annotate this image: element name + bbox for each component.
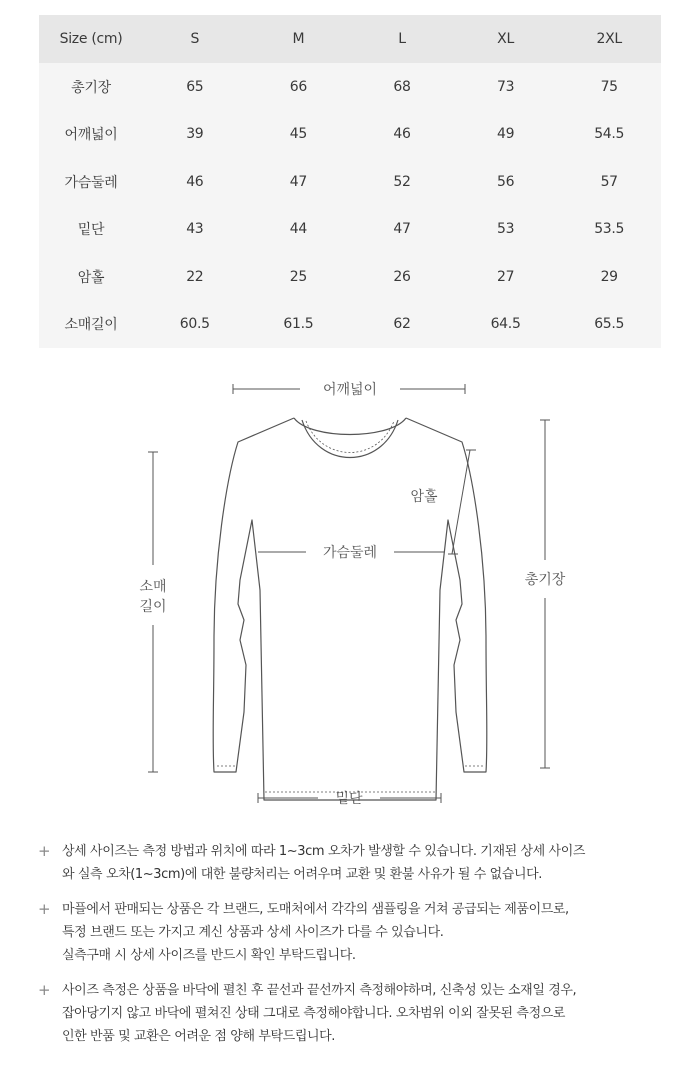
plus-icon: +: [38, 981, 51, 999]
header-size-label: Size (cm): [59, 31, 123, 47]
table-cell: 47: [289, 173, 307, 190]
row-label: 밑단: [77, 222, 105, 239]
tshirt-outline: [213, 418, 487, 800]
row-label: 총기장: [71, 79, 111, 96]
note-line: 실측구매 시 상세 사이즈를 반드시 확인 부탁드립니다.: [62, 948, 356, 963]
note-line: 잡아당기지 않고 바닥에 펼쳐진 상태 그대로 측정해야합니다. 오차범위 이외 잘못된 측정으로: [62, 1006, 566, 1021]
table-cell: 22: [186, 268, 204, 285]
table-cell: 65: [186, 78, 204, 95]
table-cell: 53.5: [594, 221, 625, 238]
table-cell: 53: [496, 221, 515, 238]
note-line: 인한 반품 및 교환은 어려운 점 양해 부탁드립니다.: [62, 1029, 336, 1044]
table-cell: 29: [600, 268, 618, 285]
table-cell: 49: [496, 126, 515, 143]
table-cell: 39: [186, 126, 204, 143]
table-cell: 46: [393, 126, 411, 143]
note-line: 와 실측 오차(1~3cm)에 대한 불량처리는 어려우며 교환 및 환불 사유가 될 수 없습니다.: [62, 867, 543, 882]
label-shoulder: 어깨넓이: [322, 382, 378, 398]
label-sleeve-line1: 소매: [139, 579, 167, 595]
note-line: 마플에서 판매되는 상품은 각 브랜드, 도매처에서 각각의 샘플링을 거쳐 공급되는 제품이므로,: [62, 902, 569, 917]
header-size-l: L: [398, 31, 406, 47]
plus-icon: +: [38, 900, 51, 918]
note-line: 상세 사이즈는 측정 방법과 위치에 따라 1~3cm 오차가 발생할 수 있습니다. 기재된 상세 사이즈: [62, 844, 586, 859]
table-cell: 57: [600, 173, 618, 190]
note-line: 사이즈 측정은 상품을 바닥에 펼친 후 끝선과 끝선까지 측정해야하며, 신축성 있는 소재일 경우,: [62, 983, 577, 998]
table-cell: 46: [186, 173, 204, 190]
table-row: [39, 111, 661, 159]
header-size-2xl: 2XL: [596, 31, 622, 47]
table-cell: 43: [186, 221, 204, 238]
table-cell: 52: [393, 173, 411, 190]
table-row: [39, 63, 661, 111]
plus-icon: +: [38, 842, 51, 860]
table-cell: 75: [600, 78, 618, 95]
table-cell: 47: [393, 221, 411, 238]
size-table: [39, 15, 661, 348]
label-sleeve-line2: 길이: [139, 599, 167, 615]
table-cell: 27: [496, 268, 515, 285]
header-size-m: M: [292, 31, 305, 47]
table-cell: 66: [289, 78, 307, 95]
table-cell: 73: [496, 78, 515, 95]
row-label: 암홀: [77, 269, 105, 286]
table-cell: 44: [289, 221, 307, 238]
table-cell: 61.5: [283, 316, 314, 333]
header-size-xl: XL: [497, 31, 514, 47]
size-table-header-row: [39, 15, 661, 63]
tshirt-measurement-diagram: [0, 360, 700, 820]
table-row: [39, 253, 661, 301]
table-row: [39, 301, 661, 349]
table-cell: 65.5: [594, 316, 625, 333]
row-label: 어깨넓이: [64, 127, 118, 144]
label-hem: 밑단: [335, 791, 363, 807]
table-cell: 62: [393, 316, 411, 333]
notes-section: [38, 840, 668, 1060]
table-cell: 68: [393, 78, 411, 95]
table-cell: 64.5: [490, 316, 521, 333]
table-cell: 56: [496, 173, 515, 190]
row-label: 소매길이: [64, 317, 118, 334]
table-row: [39, 206, 661, 254]
note-item: [38, 840, 668, 886]
table-cell: 54.5: [594, 126, 625, 143]
table-row: [39, 158, 661, 206]
row-label: 가슴둘레: [64, 174, 118, 191]
table-cell: 45: [289, 126, 307, 143]
header-size-s: S: [190, 31, 200, 47]
table-cell: 26: [393, 268, 411, 285]
note-item: [38, 979, 668, 1048]
table-cell: 60.5: [179, 316, 210, 333]
label-armhole: 암홀: [410, 489, 438, 505]
label-chest: 가슴둘레: [322, 545, 378, 561]
measurement-lines: [148, 384, 550, 803]
note-item: [38, 898, 668, 967]
label-total-length: 총기장: [524, 572, 566, 588]
note-line: 특정 브랜드 또는 가지고 계신 상품과 상세 사이즈가 다를 수 있습니다.: [62, 925, 444, 940]
measurement-labels: [139, 381, 565, 807]
table-cell: 25: [289, 268, 307, 285]
